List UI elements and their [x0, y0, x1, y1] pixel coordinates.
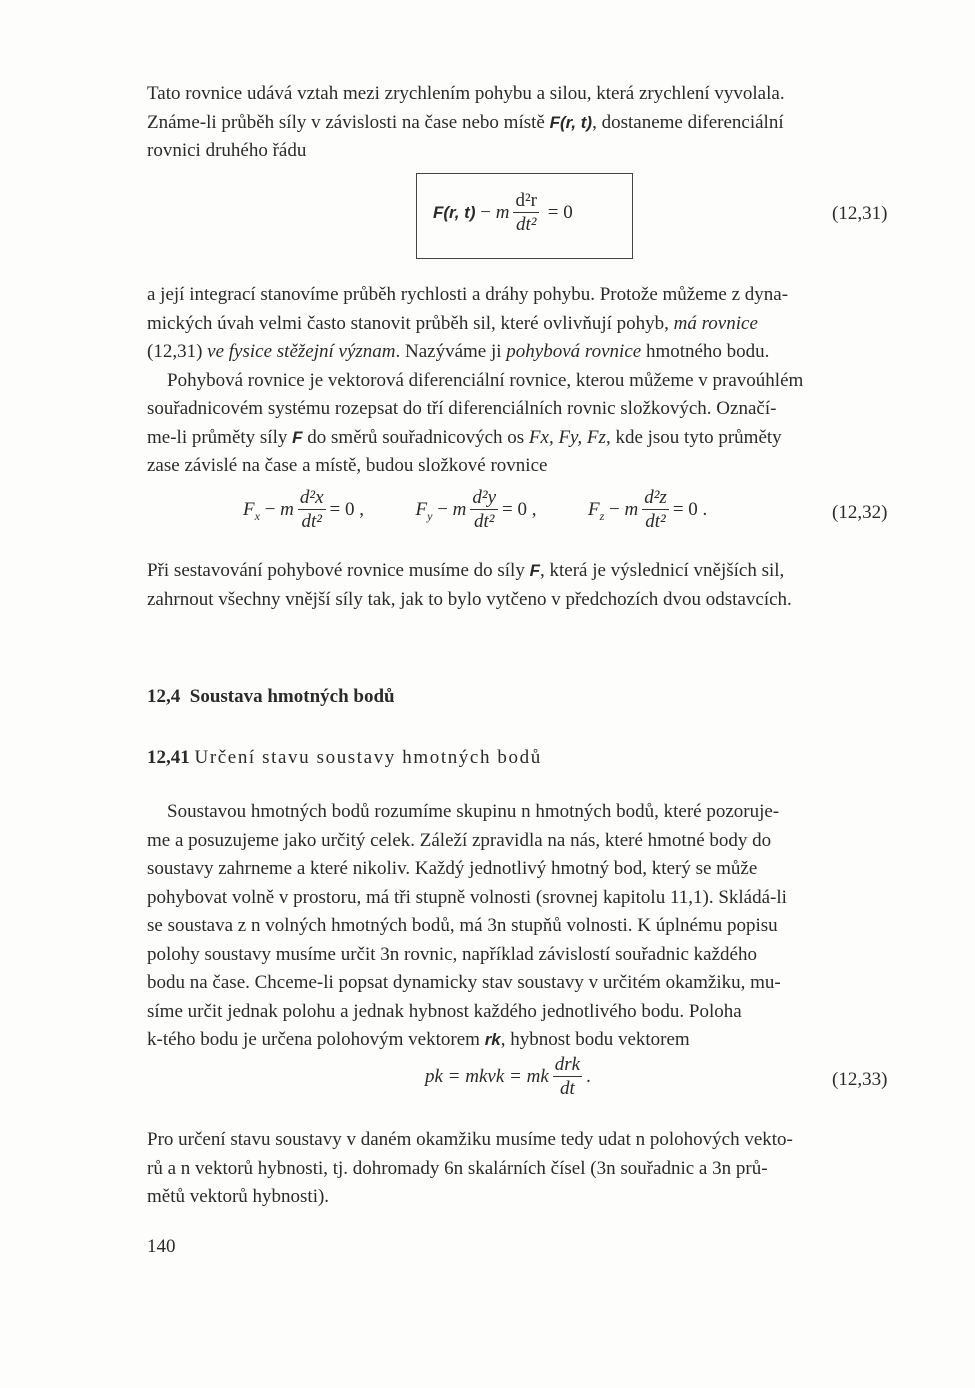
equation-number: (12,33) [832, 1069, 888, 1090]
text-line: Tato rovnice udává vztah mezi zrychlením pohybu a silou, která zrychlení vyvolala. [147, 83, 785, 104]
text-line: souřadnicovém systému rozepsat do tří diferenciálních rovnic složkových. Označí- [147, 398, 777, 419]
text-line: Pro určení stavu soustavy v daném okamžiku musíme tedy udat n polohových vekto- [147, 1129, 793, 1150]
paragraph-state [147, 1126, 904, 1212]
boxed-equation: F(r, t) − m $\frac{\text{d²r}}{\text{dt²}}$ = 0 [416, 173, 633, 259]
paragraph-integration [147, 281, 904, 481]
text-line: Známe-li průběh síly v závislosti na čase nebo místě F(r, t), dostaneme diferenciální [147, 111, 784, 133]
equation-momentum: pk = mkvk = mk $\frac{\text{drk}}{dt}$ . [425, 1054, 591, 1099]
text-line: (12,31) ve fysice stěžejní význam. Nazýváme ji pohybová rovnice hmotného bodu. [147, 341, 770, 362]
text-line: mických úvah velmi často stanovit průběh sil, které ovlivňují pohyb, má rovnice [147, 312, 758, 334]
eq-component-z: $F_z - m$ $\frac{\text{d²z}}{\text{dt²}}$ = 0 . [588, 487, 708, 532]
eq-component-y: $F_y - m$ $\frac{\text{d²y}}{\text{dt²}}$ = 0 , [415, 487, 537, 532]
text-line: a její integrací stanovíme průběh rychlosti a dráhy pohybu. Protože můžeme z dyna- [147, 284, 789, 305]
text-line: pohybovat volně v prostoru, má tři stupně volnosti (srovnej kapitolu 11,1). Skládá-li [147, 886, 787, 908]
paragraph-system [147, 798, 904, 1055]
paragraph-forces [147, 557, 904, 614]
fraction: $\frac{\text{d²r}}{\text{dt²}}$ [515, 190, 537, 235]
text-line: bodu na čase. Chceme-li popsat dynamicky stav soustavy v určitém okamžiku, mu- [147, 972, 781, 993]
page-number: 140 [147, 1236, 176, 1257]
text-line: se soustava z n volných hmotných bodů, má 3n stupňů volnosti. K úplnému popisu [147, 915, 778, 936]
text-line: mětů vektorů hybnosti). [147, 1186, 330, 1207]
text-line: rovnici druhého řádu [147, 140, 307, 161]
text-line: polohy soustavy musíme určit 3n rovnic, například závislostí souřadnic každého [147, 943, 757, 965]
text-line: síme určit jednak polohu a jednak hybnost každého jednotlivého bodu. Poloha [147, 1000, 742, 1022]
text-line: rů a n vektorů hybnosti, tj. dohromady 6n skalárních čísel (3n souřadnic a 3n prů- [147, 1157, 768, 1179]
text-line: me-li průměty síly F do směrů souřadnicových os Fx, Fy, Fz, kde jsou tyto průměty [147, 426, 782, 448]
equation-components [243, 487, 707, 534]
text-line: Při sestavování pohybové rovnice musíme do síly F, která je výslednicí vnějších sil, [147, 560, 785, 581]
text-line: soustavy zahrneme a které nikoliv. Každý jednotlivý hmotný bod, který se může [147, 858, 758, 879]
section-heading: 12,4 Soustava hmotných bodů [147, 686, 395, 707]
text-line: zahrnout všechny vnější síly tak, jak to bylo vytčeno v předchozích dvou odstavcích. [147, 588, 792, 610]
text-line: Soustavou hmotných bodů rozumíme skupinu n hmotných bodů, které pozoruje- [167, 801, 780, 822]
eq-lhs: F(r, t) [433, 202, 476, 222]
text-line: zase závislé na čase a místě, budou složkové rovnice [147, 455, 548, 476]
text-line: k-tého bodu je určena polohovým vektorem rk, hybnost bodu vektorem [147, 1029, 690, 1050]
eq-component-x: $F_x - m$ $\frac{\text{d²x}}{\text{dt²}}$ = 0 , [243, 487, 364, 532]
paragraph-intro [147, 80, 904, 166]
text-line: me a posuzujeme jako určitý celek. Záleží zpravidla na nás, které hmotné body do [147, 829, 772, 851]
subsection-heading: 12,41 Určení stavu soustavy hmotných bodů [147, 747, 542, 768]
text-line: Pohybová rovnice je vektorová diferenciální rovnice, kterou můžeme v pravoúhlém [167, 369, 804, 391]
equation-number: (12,32) [832, 502, 888, 523]
equation-number: (12,31) [832, 203, 888, 224]
